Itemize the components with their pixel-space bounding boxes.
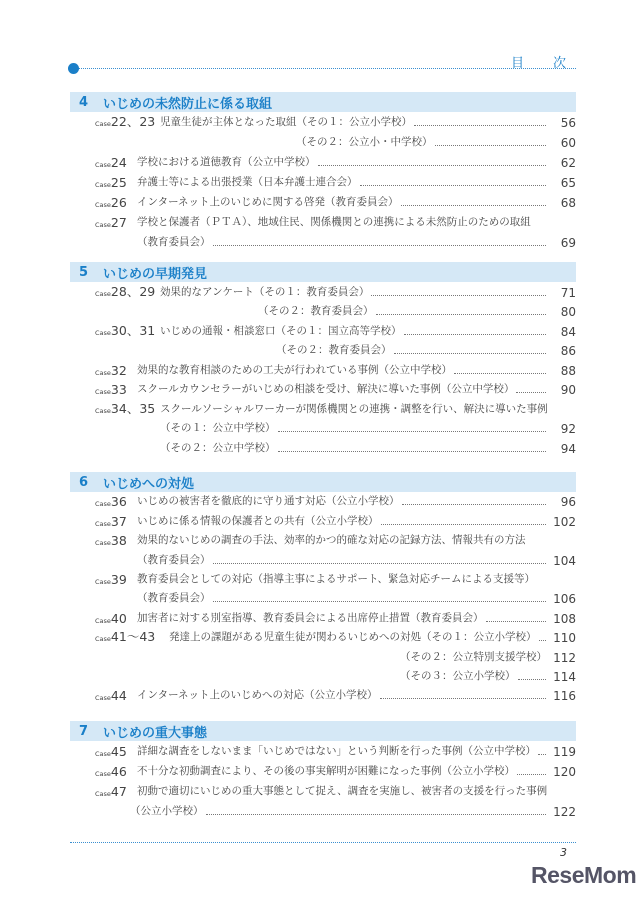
case-prefix: Case	[95, 289, 111, 298]
case-label	[95, 215, 127, 230]
toc-entry[interactable]	[70, 761, 576, 781]
section-header	[70, 262, 576, 282]
entry-title: 加害者に対する別室指導、教育委員会による出席停止措置（教育委員会）	[137, 611, 484, 624]
toc-entry[interactable]	[70, 112, 576, 132]
case-number: 34、35	[110, 400, 156, 416]
entry-page: 60	[560, 136, 576, 150]
toc-entry[interactable]	[70, 380, 576, 400]
case-number: 41～43	[110, 629, 156, 645]
toc-entry[interactable]	[70, 686, 576, 705]
section-title: いじめへの対処	[103, 476, 195, 492]
section-header	[70, 721, 576, 741]
entry-title: 弁護士等による出張授業（日本弁護士連合会）	[137, 176, 358, 188]
case-number: 38	[110, 533, 127, 549]
case-prefix: Case	[95, 750, 111, 758]
case-label	[95, 112, 155, 130]
case-prefix: Case	[95, 770, 111, 778]
entry-title: スクールソーシャルワーカーが関係機関との連携・調整を行い、解決に導いた事例	[160, 402, 548, 415]
entry-page: 104	[553, 553, 576, 568]
entry-title: 児童生徒が主体となった取組（その１：公立小学校）	[160, 116, 412, 128]
entry-page: 102	[553, 514, 576, 529]
entry-title: （その２：公立中学校）	[160, 441, 276, 454]
case-prefix: Case	[95, 694, 111, 703]
dot-leader	[402, 504, 547, 505]
toc-entry[interactable]	[70, 667, 576, 686]
toc-entry[interactable]	[70, 589, 576, 608]
entry-title: いじめに係る情報の保護者との共有（公立小学校）	[137, 514, 379, 527]
case-label	[95, 764, 127, 779]
case-label	[95, 282, 155, 300]
footer-divider	[70, 842, 576, 843]
case-label	[95, 533, 127, 548]
case-number: 37	[110, 513, 127, 529]
dot-leader	[376, 314, 547, 315]
entry-page: 112	[553, 650, 576, 665]
case-number: 25	[110, 175, 127, 190]
case-label	[95, 572, 127, 587]
case-number: 46	[110, 764, 127, 779]
case-prefix: Case	[95, 519, 111, 528]
dot-leader	[206, 814, 547, 815]
section-header	[70, 92, 576, 112]
case-label	[95, 784, 127, 799]
toc-entry[interactable]	[70, 360, 576, 380]
entry-page: 68	[560, 196, 576, 210]
toc-entry[interactable]	[70, 282, 576, 302]
entry-title: 学校と保護者（ＰＴＡ）、地域住民、関係機関との連携による未然防止のための取組	[137, 216, 531, 228]
entry-page: 65	[560, 176, 576, 190]
toc-entry[interactable]	[70, 152, 576, 172]
entry-title: 効果的ないじめの調査の手法、効率的かつ的確な対応の記録方法、情報共有の方法	[137, 534, 526, 547]
case-number: 45	[110, 744, 127, 759]
toc-entry[interactable]	[70, 438, 576, 458]
section-number: 4	[79, 94, 89, 110]
toc-entry[interactable]	[70, 172, 576, 192]
case-prefix: Case	[95, 500, 111, 509]
toc-section-5	[70, 262, 576, 458]
toc-entry[interactable]	[70, 321, 576, 341]
entry-page: 80	[560, 305, 576, 319]
entry-title: いじめの被害者を徹底的に守り通す対応（公立小学校）	[137, 495, 400, 508]
case-label	[95, 155, 127, 170]
case-number: 27	[110, 215, 127, 230]
dot-leader	[538, 754, 546, 755]
case-label	[95, 175, 127, 190]
case-prefix: Case	[95, 328, 111, 337]
dot-leader	[394, 353, 547, 354]
dot-leader	[371, 295, 546, 296]
entry-title: 効果的なアンケート（その１：教育委員会）	[160, 285, 370, 298]
entry-page: 110	[553, 631, 576, 646]
toc-entry[interactable]	[70, 801, 576, 821]
toc-entry[interactable]	[70, 341, 576, 361]
entry-page: 88	[560, 363, 576, 378]
toc-entry[interactable]	[70, 511, 576, 530]
section-header	[70, 472, 576, 492]
case-label	[95, 382, 127, 397]
dot-leader	[360, 185, 547, 186]
case-prefix: Case	[95, 406, 111, 415]
dot-leader	[278, 451, 547, 452]
page-number: 3	[560, 846, 567, 859]
toc-entry[interactable]	[70, 531, 576, 550]
case-number: 28、29	[110, 283, 156, 299]
toc-entry[interactable]	[70, 232, 576, 252]
toc-entry[interactable]	[70, 419, 576, 439]
toc-entry[interactable]	[70, 741, 576, 761]
case-prefix: Case	[95, 161, 111, 169]
entry-title: スクールカウンセラーがいじめの相談を受け、解決に導いた事例（公立中学校）	[137, 383, 515, 395]
case-number: 24	[110, 155, 127, 170]
section-title: いじめの重大事態	[103, 725, 208, 741]
case-label	[95, 744, 127, 759]
dot-leader	[404, 334, 547, 335]
entry-title: （その２：公立特別支援学校）	[400, 650, 547, 663]
entry-page: 84	[560, 324, 576, 339]
entry-page: 116	[553, 689, 576, 704]
case-label	[95, 321, 155, 339]
entry-title: インターネット上のいじめに関する啓発（教育委員会）	[137, 196, 399, 208]
toc-entry[interactable]	[70, 399, 576, 419]
dot-leader	[401, 205, 546, 206]
case-number: 26	[110, 195, 127, 210]
entry-page: 114	[553, 669, 576, 684]
entry-page: 86	[560, 344, 576, 358]
case-prefix: Case	[95, 368, 111, 377]
section-number: 6	[79, 474, 89, 490]
case-prefix: Case	[95, 790, 111, 798]
case-number: 32	[110, 362, 127, 378]
entry-page: 108	[553, 611, 576, 626]
entry-page: 90	[560, 383, 576, 397]
toc-entry[interactable]	[70, 492, 576, 511]
entry-title: 学校における道徳教育（公立中学校）	[137, 156, 316, 168]
toc-entry[interactable]	[70, 781, 576, 801]
entry-page: 69	[560, 236, 576, 250]
case-prefix: Case	[95, 181, 111, 189]
entry-page: 119	[553, 745, 576, 759]
resemom-logo: ReseMom	[531, 862, 637, 888]
dot-leader	[278, 431, 547, 432]
entry-title: （その３：公立小学校）	[400, 669, 516, 682]
section-number: 7	[79, 723, 89, 739]
toc-entry[interactable]	[70, 192, 576, 212]
entry-page: 62	[560, 156, 576, 170]
entry-title: 効果的な教育相談のための工夫が行われている事例（公立中学校）	[137, 363, 452, 376]
dot-leader	[518, 679, 547, 680]
dot-leader	[517, 774, 546, 775]
dot-leader	[435, 145, 547, 146]
case-label	[95, 611, 127, 626]
dot-leader	[414, 125, 546, 126]
case-prefix: Case	[95, 577, 111, 586]
toc-entry[interactable]	[70, 608, 576, 627]
entry-page: 71	[560, 285, 576, 300]
section-title: いじめの早期発見	[103, 266, 208, 282]
case-label	[95, 627, 155, 645]
entry-page: 120	[553, 765, 576, 779]
section-number: 5	[79, 264, 89, 280]
case-number: 30、31	[110, 322, 156, 338]
entry-page: 106	[553, 592, 576, 607]
entry-page: 56	[560, 116, 576, 130]
entry-title: （その２：公立小・中学校）	[296, 136, 433, 148]
case-number: 39	[110, 571, 127, 587]
toc-entry[interactable]	[70, 570, 576, 589]
entry-title: 不十分な初動調査により、その後の事実解明が困難になった事例（公立小学校）	[137, 765, 515, 777]
entry-title: 初動で適切にいじめの重大事態として捉え、調査を実施し、被害者の支援を行った事例	[137, 785, 548, 797]
entry-title: 発達上の課題がある児童生徒が関わるいじめへの対処（その１：公立小学校）	[169, 631, 537, 644]
dot-leader	[380, 698, 546, 699]
entry-title: （その２：教育委員会）	[258, 305, 374, 317]
case-prefix: Case	[95, 221, 111, 229]
toc-section-7	[70, 721, 576, 821]
case-prefix: Case	[95, 539, 111, 548]
toc-entry[interactable]	[70, 647, 576, 666]
dot-leader	[486, 621, 547, 622]
case-number: 33	[110, 382, 127, 397]
dot-leader	[318, 165, 547, 166]
entry-title: （その２：教育委員会）	[276, 344, 392, 356]
dot-leader	[516, 392, 546, 393]
case-prefix: Case	[95, 388, 111, 396]
toc-section-4	[70, 92, 576, 252]
toc-entry[interactable]	[70, 550, 576, 569]
header-bullet-icon	[68, 63, 79, 74]
entry-title: いじめの通報・相談窓口（その１：国立高等学校）	[160, 324, 402, 337]
header-divider	[79, 68, 576, 69]
case-label	[95, 688, 127, 703]
dot-leader	[381, 524, 547, 525]
entry-title: （教育委員会）	[137, 553, 211, 566]
dot-leader	[213, 245, 547, 246]
entry-page: 94	[560, 441, 576, 456]
entry-page: 122	[553, 805, 576, 819]
entry-page: 96	[560, 495, 576, 510]
entry-title: （教育委員会）	[137, 236, 211, 248]
section-title: いじめの未然防止に係る取組	[103, 96, 273, 112]
case-prefix: Case	[95, 635, 111, 644]
case-label	[95, 399, 155, 417]
entry-title: インターネット上のいじめへの対応（公立小学校）	[137, 689, 378, 702]
case-label	[95, 494, 127, 509]
case-number: 22、23	[110, 114, 156, 129]
entry-title: （その１：公立中学校）	[160, 422, 276, 434]
toc-entry[interactable]	[70, 302, 576, 322]
dot-leader	[454, 373, 546, 374]
toc-entry[interactable]	[70, 628, 576, 647]
dot-leader	[213, 563, 547, 564]
dot-leader	[213, 601, 547, 602]
case-number: 40	[110, 610, 127, 626]
case-prefix: Case	[95, 616, 111, 625]
entry-page: 92	[560, 422, 576, 436]
entry-title: 詳細な調査をしないまま「いじめではない」という判断を行った事例（公立中学校）	[137, 745, 536, 757]
case-prefix: Case	[95, 120, 111, 128]
case-label	[95, 514, 127, 529]
toc-entry[interactable]	[70, 212, 576, 232]
case-prefix: Case	[95, 201, 111, 209]
toc-entry[interactable]	[70, 132, 576, 152]
toc-section-6	[70, 472, 576, 705]
entry-title: （公立小学校）	[130, 805, 204, 817]
page-title: 目 次	[510, 56, 574, 71]
case-number: 47	[110, 784, 127, 799]
entry-title: （教育委員会）	[137, 592, 211, 605]
case-label	[95, 363, 127, 378]
case-label	[95, 195, 127, 210]
entry-title: 教育委員会としての対応（指導主事によるサポート、緊急対応チームによる支援等）	[137, 572, 536, 585]
dot-leader	[539, 640, 547, 641]
case-number: 44	[110, 688, 127, 704]
case-number: 36	[110, 494, 127, 510]
